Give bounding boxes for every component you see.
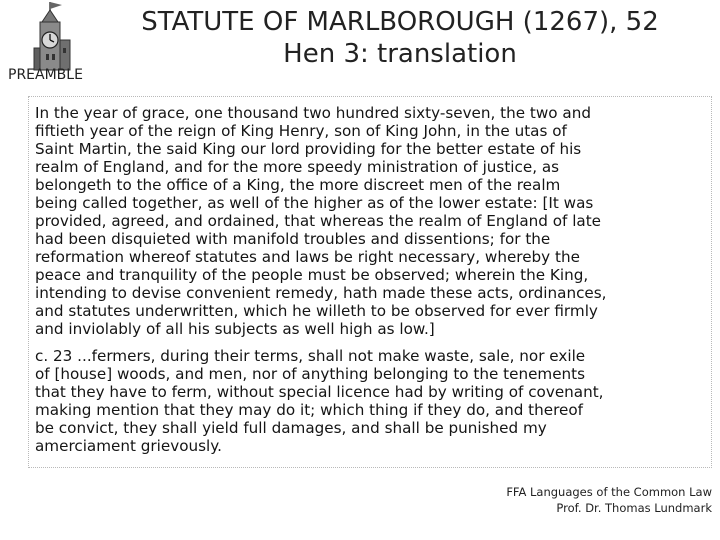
title-line-1: STATUTE OF MARLBOROUGH (1267), 52 [141,7,659,37]
text-line: be convict, they shall yield full damages, and shall be punished my [35,419,547,437]
footer-credits [506,484,712,516]
text-content-box [28,96,712,468]
text-line: peace and tranquility of the people must be observed; wherein the King, [35,266,589,284]
text-line: being called together, as well of the higher as of the lower estate: [It was [35,194,594,212]
clock-tower-icon [28,0,78,72]
paragraph-chapter-23 [35,347,715,455]
section-label: PREAMBLE [8,67,83,83]
text-line: had been disquieted with manifold troubles and dissentions; for the [35,230,551,248]
footer-author: Prof. Dr. Thomas Lundmark [556,501,712,515]
text-line: making mention that they may do it; which thing if they do, and thereof [35,401,584,419]
text-line: Saint Martin, the said King our lord providing for the better estate of his [35,140,582,158]
title-line-2: Hen 3: translation [283,39,517,69]
footer-course: FFA Languages of the Common Law [506,485,712,499]
page-title [100,6,700,70]
text-line: of [house] woods, and men, nor of anything belonging to the tenements [35,365,586,383]
text-line: In the year of grace, one thousand two hundred sixty-seven, the two and [35,104,592,122]
text-line: c. 23 ...fermers, during their terms, shall not make waste, sale, nor exile [35,347,586,365]
text-line: provided, agreed, and ordained, that whereas the realm of England of late [35,212,602,230]
text-line: reformation whereof statutes and laws be right necessary, whereby the [35,248,580,266]
text-line: and statutes underwritten, which he willeth to be observed for ever firmly [35,302,598,320]
text-line: fiftieth year of the reign of King Henry, son of King John, in the utas of [35,122,567,140]
text-line: amerciament grievously. [35,437,222,455]
text-line: intending to devise convenient remedy, hath made these acts, ordinances, [35,284,607,302]
text-line: realm of England, and for the more speedy ministration of justice, as [35,158,560,176]
text-line: that they have to ferm, without special licence had by writing of covenant, [35,383,604,401]
text-line: belongeth to the office of a King, the more discreet men of the realm [35,176,561,194]
paragraph-preamble [35,104,715,338]
text-line: and inviolably of all his subjects as well high as low.] [35,320,435,338]
